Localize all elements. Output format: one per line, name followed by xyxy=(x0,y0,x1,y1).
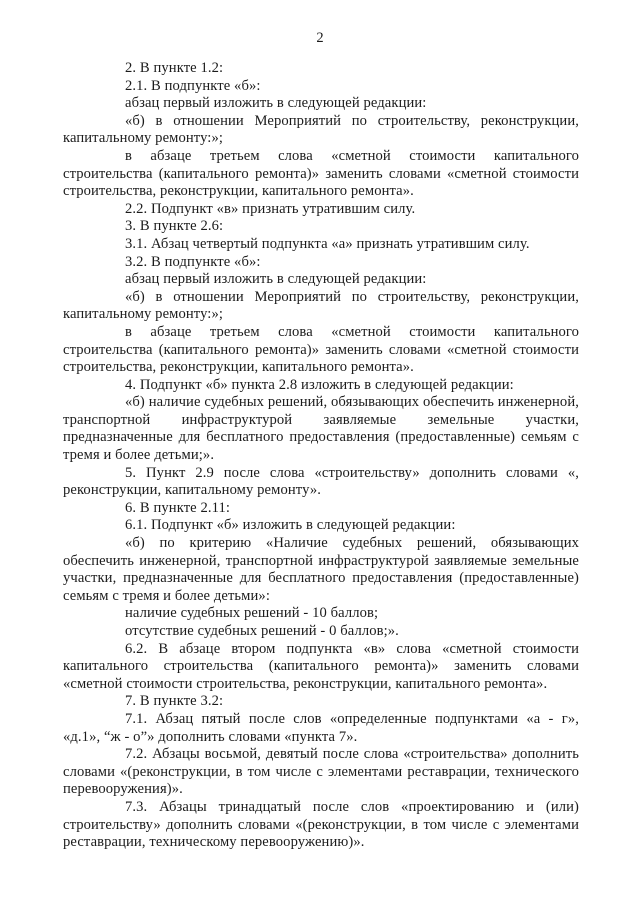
paragraph: 7.2. Абзацы восьмой, девятый после слова «строительства» дополнить словами «(реконструкции, в том числе с элементами реставрации, технического перевооружения)». xyxy=(63,746,579,798)
paragraph: 5. Пункт 2.9 после слова «строительству» дополнить словами «, реконструкции, капитальному ремонту». xyxy=(63,464,579,499)
paragraph: 6.1. Подпункт «б» изложить в следующей редакции: xyxy=(125,517,456,534)
paragraph: 4. Подпункт «б» пункта 2.8 изложить в следующей редакции: xyxy=(125,376,514,393)
paragraph: 7.3. Абзацы тринадцатый после слов «проектированию и (или) строительству» дополнить словами «(реконструкции, в том числе с элементами реставрации, техническому перевооружению)». xyxy=(63,798,579,851)
paragraph: «б) наличие судебных решений, обязывающих обеспечить инженерной, транспортной инфраструктурой заявляемые земельные участки, предназначенные для бесплатного предоставления (предоставленные) семьям с тремя и более детьми;». xyxy=(63,394,579,464)
paragraph: «б) по критерию «Наличие судебных решений, обязывающих обеспечить инженерной, транспортной инфраструктурой заявляемые земельные участки, предназначенные для бесплатного предоставления (предоставленные) семьям с тремя и более детьми»: xyxy=(63,535,579,604)
paragraph: 3.2. В подпункте «б»: xyxy=(125,253,261,270)
paragraph: 7.1. Абзац пятый после слов «определенные подпунктами «а - г», «д.1», “ж - о”» дополнить словами «пункта 7». xyxy=(63,710,579,745)
paragraph: «б) в отношении Мероприятий по строительству, реконструкции, капитальному ремонту:»; xyxy=(63,288,579,323)
document-body-text xyxy=(63,60,579,852)
paragraph: 3.1. Абзац четвертый подпункта «а» признать утратившим силу. xyxy=(125,235,530,252)
paragraph: в абзаце третьем слова «сметной стоимости капитального строительства (капитального ремонта)» заменить словами «сметной стоимости строительства, реконструкции, капитального ремонта». xyxy=(63,147,579,200)
paragraph: 2.2. Подпункт «в» признать утратившим силу. xyxy=(125,200,416,217)
paragraph: 7. В пункте 3.2: xyxy=(125,693,224,710)
paragraph: 2. В пункте 1.2: xyxy=(125,60,224,76)
paragraph: наличие судебных решений - 10 баллов; xyxy=(125,605,379,622)
paragraph: абзац первый изложить в следующей редакции: xyxy=(125,95,427,112)
paragraph: отсутствие судебных решений - 0 баллов;». xyxy=(125,623,399,639)
paragraph: 6.2. В абзаце втором подпункта «в» слова «сметной стоимости капитального строительства (капитального ремонта)» заменить словами «сметной стоимости строительства, реконструкции, капитального ремонта». xyxy=(63,640,579,692)
paragraph: абзац первый изложить в следующей редакции: xyxy=(125,271,427,288)
paragraph: «б) в отношении Мероприятий по строительству, реконструкции, капитальному ремонту:»; xyxy=(63,112,579,147)
paragraph: 3. В пункте 2.6: xyxy=(125,218,224,235)
page-number: 2 xyxy=(316,30,324,46)
paragraph: 6. В пункте 2.11: xyxy=(125,499,231,516)
paragraph: 2.1. В подпункте «б»: xyxy=(125,77,261,94)
paragraph: в абзаце третьем слова «сметной стоимости капитального строительства (капитального ремонта)» заменить словами «сметной стоимости строительства, реконструкции, капитального ремонта». xyxy=(63,323,579,376)
